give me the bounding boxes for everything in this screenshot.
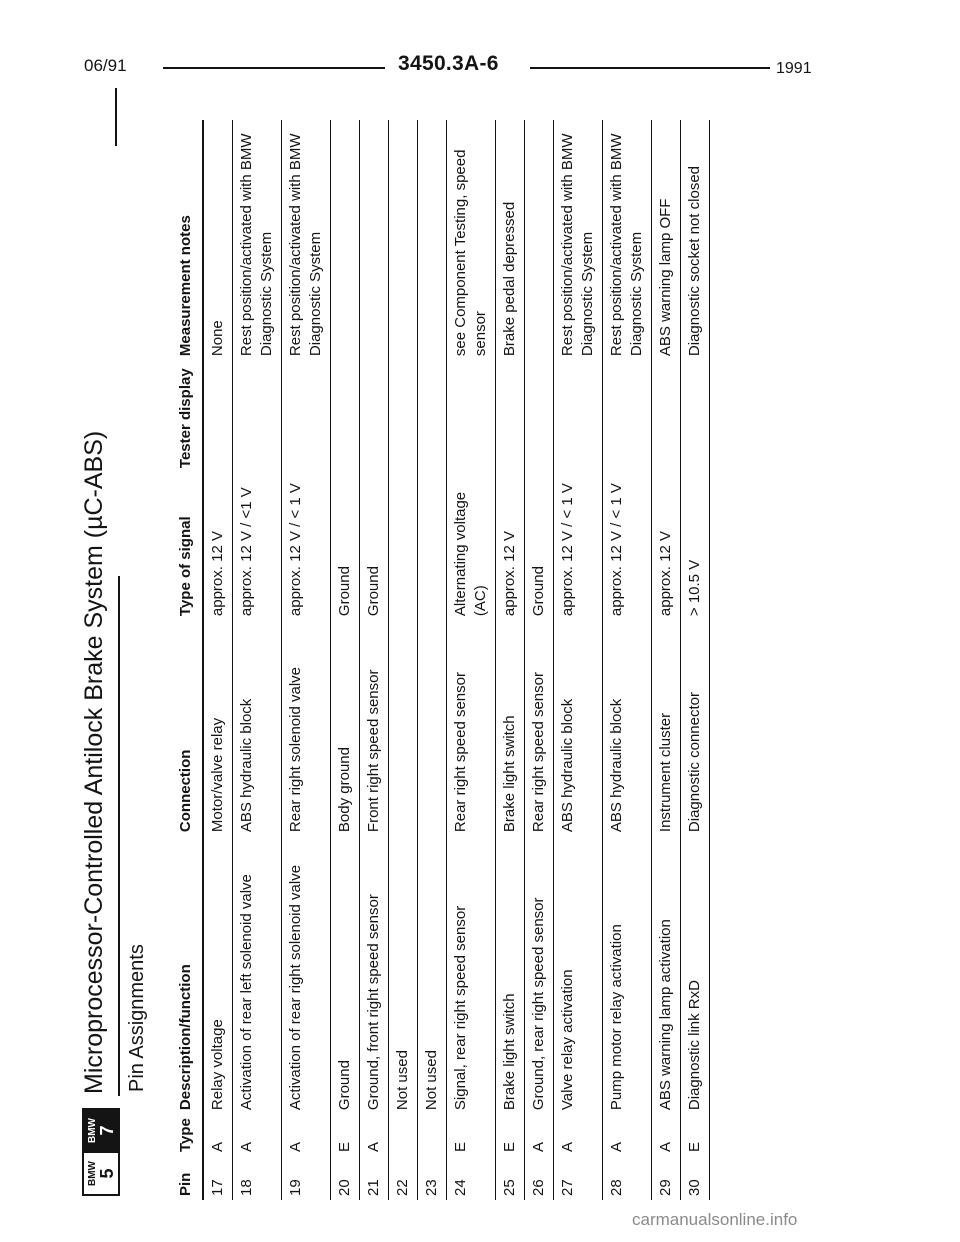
pin-signal-type: approx. 12 V (652, 472, 681, 620)
model-badges (80, 1104, 166, 1200)
pin-type: A (525, 1114, 554, 1156)
table-row (282, 120, 331, 1200)
table-row (360, 120, 389, 1200)
badge-brand-label: BMW (86, 1161, 98, 1186)
pin-signal-type: Ground (360, 472, 389, 620)
pin-signal-type: Ground (525, 472, 554, 620)
header-year: 1991 (776, 60, 812, 77)
pin-measurement-notes: Rest position/activated with BMW Diagnostic System (282, 120, 331, 360)
pin-number: 17 (203, 1156, 233, 1200)
pin-tester-display (282, 360, 331, 472)
pin-description: Ground, rear right speed sensor (525, 836, 554, 1114)
pin-signal-type (389, 472, 418, 620)
pin-description: Valve relay activation (554, 836, 603, 1114)
pin-signal-type: approx. 12 V / < 1 V (282, 472, 331, 620)
header-date: 06/91 (84, 56, 127, 75)
header-rule-right (530, 67, 770, 69)
pin-signal-type: approx. 12 V (203, 472, 233, 620)
page-subtitle: Pin Assignments (126, 944, 148, 1092)
pin-tester-display (681, 360, 710, 472)
table-row (603, 120, 652, 1200)
pin-assignment-table (176, 120, 710, 1200)
col-header-pin: Pin (176, 1156, 203, 1200)
pin-type: A (360, 1114, 389, 1156)
title-rule (118, 576, 120, 1096)
pin-tester-display (331, 360, 360, 472)
pin-type (389, 1114, 418, 1156)
table-row (233, 120, 282, 1200)
pin-type: A (203, 1114, 233, 1156)
pin-connection: Body ground (331, 620, 360, 836)
pin-tester-display (447, 360, 496, 472)
pin-number: 24 (447, 1156, 496, 1200)
pin-type: A (282, 1114, 331, 1156)
table-row (418, 120, 447, 1200)
table-row (652, 120, 681, 1200)
pin-connection: Front right speed sensor (360, 620, 389, 836)
pin-tester-display (203, 360, 233, 472)
pin-signal-type: approx. 12 V / <1 V (233, 472, 282, 620)
badge-brand-label: BMW (86, 1118, 98, 1143)
pin-type: E (447, 1114, 496, 1156)
pin-measurement-notes: Rest position/activated with BMW Diagnostic System (603, 120, 652, 360)
pin-description: Brake light switch (496, 836, 525, 1114)
pin-connection: Diagnostic connector (681, 620, 710, 836)
pin-description: Pump motor relay activation (603, 836, 652, 1114)
rotated-sheet (80, 90, 770, 1200)
pin-tester-display (525, 360, 554, 472)
col-header-description: Description/function (176, 836, 203, 1114)
header-doc-number: 3450.3A-6 (398, 52, 499, 75)
badge-5 (84, 1153, 118, 1194)
pin-type: E (681, 1114, 710, 1156)
table-row (496, 120, 525, 1200)
pin-number: 25 (496, 1156, 525, 1200)
pin-measurement-notes (389, 120, 418, 360)
pin-description: Ground, front right speed sensor (360, 836, 389, 1114)
pin-connection: ABS hydraulic block (554, 620, 603, 836)
table-row (331, 120, 360, 1200)
badge-series-number: 5 (96, 1168, 117, 1179)
pin-tester-display (233, 360, 282, 472)
pin-description: Signal, rear right speed sensor (447, 836, 496, 1114)
pin-tester-display (652, 360, 681, 472)
badge-series-number: 7 (96, 1125, 117, 1136)
pin-signal-type: approx. 12 V (496, 472, 525, 620)
pin-number: 19 (282, 1156, 331, 1200)
pin-number: 22 (389, 1156, 418, 1200)
pin-measurement-notes: Brake pedal depressed (496, 120, 525, 360)
pin-measurement-notes: Diagnostic socket not closed (681, 120, 710, 360)
pin-measurement-notes: ABS warning lamp OFF (652, 120, 681, 360)
model-badge-series (82, 1108, 120, 1196)
pin-type: A (554, 1114, 603, 1156)
pin-measurement-notes (331, 120, 360, 360)
pin-number: 21 (360, 1156, 389, 1200)
pin-tester-display (418, 360, 447, 472)
col-header-type: Type (176, 1114, 203, 1156)
pin-number: 27 (554, 1156, 603, 1200)
pin-description: Ground (331, 836, 360, 1114)
pin-tester-display (603, 360, 652, 472)
pin-description: Not used (418, 836, 447, 1114)
table-body (203, 120, 710, 1200)
pin-type (418, 1114, 447, 1156)
pin-connection (418, 620, 447, 836)
col-header-connection: Connection (176, 620, 203, 836)
pin-connection: ABS hydraulic block (233, 620, 282, 836)
pin-number: 28 (603, 1156, 652, 1200)
table-row (681, 120, 710, 1200)
col-header-signal-type: Type of signal (176, 472, 203, 620)
pin-type: E (331, 1114, 360, 1156)
pin-tester-display (389, 360, 418, 472)
col-header-tester-display: Tester display (176, 360, 203, 472)
page-title: Microprocessor-Controlled Antilock Brake System (µC-ABS) (80, 430, 108, 1094)
pin-signal-type (418, 472, 447, 620)
pin-number: 26 (525, 1156, 554, 1200)
pin-type: A (233, 1114, 282, 1156)
pin-type: A (603, 1114, 652, 1156)
pin-tester-display (554, 360, 603, 472)
pin-description: Not used (389, 836, 418, 1114)
pin-measurement-notes: Rest position/activated with BMW Diagnostic System (554, 120, 603, 360)
pin-measurement-notes: None (203, 120, 233, 360)
pin-signal-type: Alternating voltage (AC) (447, 472, 496, 620)
table-row (447, 120, 496, 1200)
pin-signal-type: approx. 12 V / < 1 V (603, 472, 652, 620)
pin-connection: Motor/valve relay (203, 620, 233, 836)
pin-connection: Instrument cluster (652, 620, 681, 836)
pin-number: 29 (652, 1156, 681, 1200)
pin-signal-type: approx. 12 V / < 1 V (554, 472, 603, 620)
pin-signal-type: > 10.5 V (681, 472, 710, 620)
pin-connection: Rear right speed sensor (525, 620, 554, 836)
pin-description: Diagnostic link RxD (681, 836, 710, 1114)
pin-measurement-notes (525, 120, 554, 360)
col-header-measurement-notes: Measurement notes (176, 120, 203, 360)
table-row (203, 120, 233, 1200)
pin-connection: ABS hydraulic block (603, 620, 652, 836)
pin-connection (389, 620, 418, 836)
pin-type: E (496, 1114, 525, 1156)
pin-description: Relay voltage (203, 836, 233, 1114)
pin-signal-type: Ground (331, 472, 360, 620)
pin-number: 18 (233, 1156, 282, 1200)
table-row (389, 120, 418, 1200)
badge-7 (84, 1110, 118, 1153)
page-header (0, 48, 960, 88)
pin-measurement-notes: see Component Testing, speed sensor (447, 120, 496, 360)
pin-number: 30 (681, 1156, 710, 1200)
pin-tester-display (360, 360, 389, 472)
pin-tester-display (496, 360, 525, 472)
pin-connection: Rear right solenoid valve (282, 620, 331, 836)
pin-number: 20 (331, 1156, 360, 1200)
pin-description: ABS warning lamp activation (652, 836, 681, 1114)
pin-description: Activation of rear right solenoid valve (282, 836, 331, 1114)
pin-measurement-notes (418, 120, 447, 360)
pin-measurement-notes (360, 120, 389, 360)
table-header-row (176, 120, 203, 1200)
table-row (525, 120, 554, 1200)
pin-type: A (652, 1114, 681, 1156)
pin-connection: Rear right speed sensor (447, 620, 496, 836)
pin-number: 23 (418, 1156, 447, 1200)
table-row (554, 120, 603, 1200)
pin-measurement-notes: Rest position/activated with BMW Diagnostic System (233, 120, 282, 360)
watermark: carmanualsonline.info (632, 1210, 798, 1229)
pin-connection: Brake light switch (496, 620, 525, 836)
header-rule-left (163, 67, 385, 69)
pin-description: Activation of rear left solenoid valve (233, 836, 282, 1114)
